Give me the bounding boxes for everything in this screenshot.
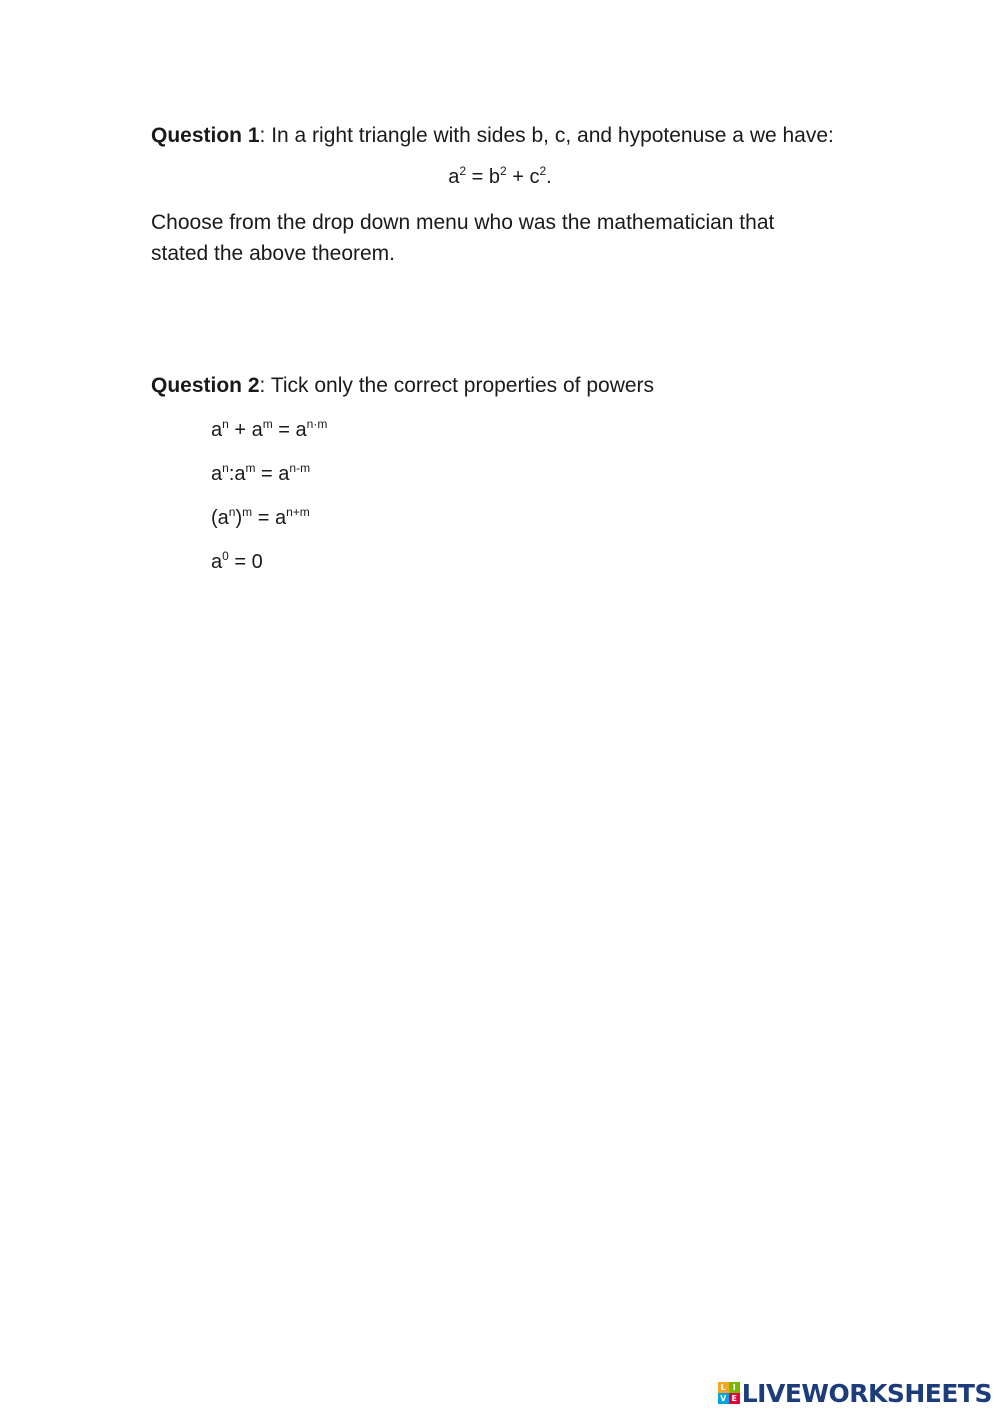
question-1-instruction-line-2: stated the above theorem.	[151, 242, 395, 265]
power-option-4: $a^0 = 0$	[211, 549, 263, 573]
logo-mark-cell: I	[729, 1382, 740, 1393]
power-option-3: $(a^n)^m = a^{n+m}$	[211, 505, 310, 529]
liveworksheets-mark-icon	[718, 1382, 740, 1404]
liveworksheets-logo	[718, 1379, 992, 1407]
logo-mark-cell: V	[718, 1393, 729, 1404]
power-option-1: $a^n + a^m = a^{n\cdot m}$	[211, 417, 328, 441]
pythagorean-formula: $a^2 = b^2 + c^2$.	[448, 164, 552, 188]
logo-mark-cell: E	[729, 1393, 740, 1404]
question-2-label: Question 2	[151, 374, 260, 397]
question-1-prompt	[151, 120, 861, 151]
question-1-label: Question 1	[151, 124, 260, 147]
question-2-intro: : Tick only the correct properties of powers	[259, 374, 655, 397]
logo-mark-cell: L	[718, 1382, 729, 1393]
logo-text: LIVEWORKSHEETS	[741, 1378, 992, 1408]
question-1-intro: : In a right triangle with sides b, c, and hypotenuse a we have:	[259, 124, 834, 147]
power-option-2: $a^n:a^m = a^{n-m}$	[211, 461, 311, 485]
question-1-instruction-line-1: Choose from the drop down menu who was the mathematician that	[151, 211, 775, 234]
question-2-prompt	[151, 370, 861, 401]
